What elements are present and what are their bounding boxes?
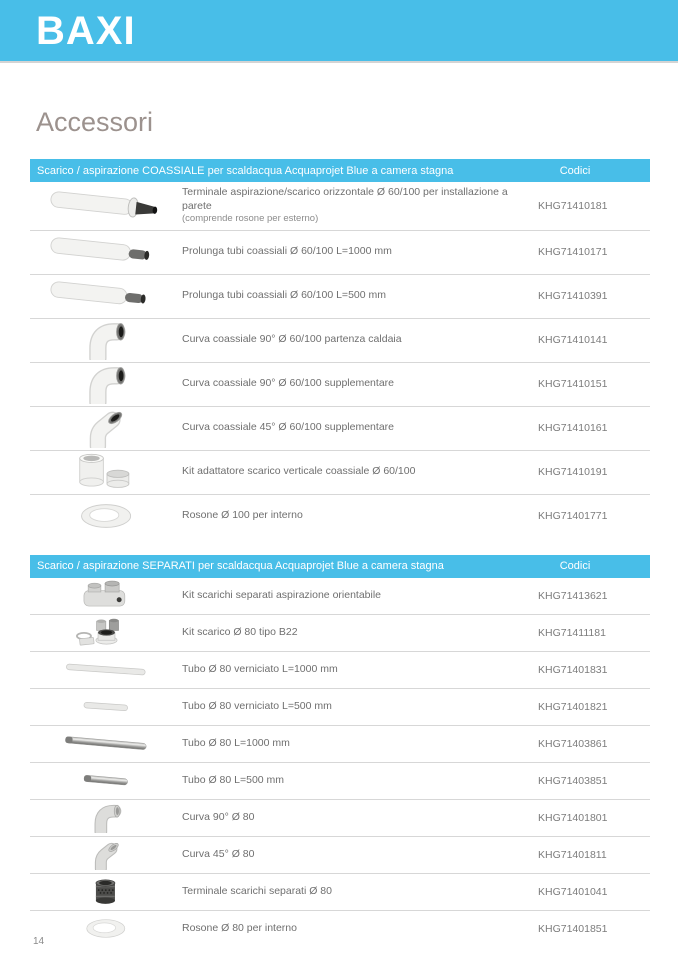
product-code: KHG71410191 xyxy=(538,466,608,479)
product-image-cell xyxy=(30,691,182,722)
product-description: Curva 45° Ø 80 xyxy=(182,847,255,860)
coaxial-pipe-short-icon xyxy=(47,276,165,316)
product-table-1 xyxy=(30,159,650,538)
product-image-cell xyxy=(30,232,182,272)
product-row xyxy=(30,726,650,763)
product-code: KHG71410151 xyxy=(538,378,608,391)
product-code: KHG71401831 xyxy=(538,663,608,676)
product-code: KHG71413621 xyxy=(538,589,608,602)
product-description: Terminale aspirazione/scarico orizzontale Ø 60/100 per installazione a parete xyxy=(182,186,508,212)
product-code: KHG71410161 xyxy=(538,422,608,435)
product-image-cell xyxy=(30,452,182,492)
product-description-cell xyxy=(182,622,538,644)
product-image-cell xyxy=(30,654,182,685)
product-table-2 xyxy=(30,555,650,947)
product-image-cell xyxy=(30,839,182,870)
kit-b22-icon xyxy=(60,617,152,648)
brand-header-bar xyxy=(0,0,678,63)
codes-column-header: Codici xyxy=(559,560,591,573)
product-image-cell xyxy=(30,728,182,759)
table-header-bar xyxy=(30,159,650,182)
coaxial-elbow-90-icon xyxy=(47,320,165,360)
product-code: KHG71411181 xyxy=(538,626,606,639)
product-code: KHG71401041 xyxy=(538,885,608,898)
product-description: Curva coassiale 45° Ø 60/100 supplementare xyxy=(182,421,394,434)
product-description-cell xyxy=(182,918,538,940)
product-description: Kit scarichi separati aspirazione orientabile xyxy=(182,588,382,601)
metal-tube-short-icon xyxy=(60,765,152,796)
product-description: Prolunga tubi coassiali Ø 60/100 L=1000 mm xyxy=(182,245,392,258)
product-description: Curva coassiale 90° Ø 60/100 partenza caldaia xyxy=(182,333,402,346)
painted-tube-long-icon xyxy=(60,654,152,685)
product-description: Tubo Ø 80 L=1000 mm xyxy=(182,736,290,749)
metal-tube-long-icon xyxy=(60,728,152,759)
product-description-cell xyxy=(182,241,538,263)
product-description: Tubo Ø 80 verniciato L=1000 mm xyxy=(182,662,338,675)
product-row xyxy=(30,231,650,275)
gray-elbow-45-icon xyxy=(60,839,152,870)
gray-elbow-90-icon xyxy=(60,802,152,833)
product-row xyxy=(30,578,650,615)
rosone-icon xyxy=(47,496,165,536)
painted-tube-short-icon xyxy=(60,691,152,722)
product-image-cell xyxy=(30,617,182,648)
product-code: KHG71401821 xyxy=(538,700,608,713)
product-code: KHG71403861 xyxy=(538,737,608,750)
product-image-cell xyxy=(30,496,182,536)
product-code: KHG71410391 xyxy=(538,290,608,303)
vertical-adapter-kit-icon xyxy=(47,452,165,492)
product-description: Rosone Ø 100 per interno xyxy=(182,509,303,522)
product-row xyxy=(30,363,650,407)
page-number: 14 xyxy=(33,936,45,947)
table-header-bar xyxy=(30,555,650,578)
product-row xyxy=(30,837,650,874)
product-code: KHG71403851 xyxy=(538,774,608,787)
product-image-cell xyxy=(30,364,182,404)
product-image-cell xyxy=(30,765,182,796)
product-row xyxy=(30,911,650,947)
coaxial-terminal-icon xyxy=(47,186,165,226)
product-code: KHG71401801 xyxy=(538,811,608,824)
separate-terminal-icon xyxy=(60,876,152,907)
baxi-logo: BAXI xyxy=(36,8,136,53)
separate-kit-icon xyxy=(60,580,152,611)
product-description-cell xyxy=(182,585,538,607)
product-description-cell xyxy=(182,696,538,718)
product-description-cell xyxy=(182,417,538,439)
product-image-cell xyxy=(30,802,182,833)
product-description: Prolunga tubi coassiali Ø 60/100 L=500 mm xyxy=(182,289,386,302)
product-description-cell xyxy=(182,733,538,755)
product-row xyxy=(30,689,650,726)
product-code: KHG71401771 xyxy=(538,510,608,523)
product-description-cell xyxy=(182,373,538,395)
product-description: Curva 90° Ø 80 xyxy=(182,810,255,823)
product-code: KHG71401851 xyxy=(538,922,608,935)
product-description-cell xyxy=(182,844,538,866)
coaxial-pipe-long-icon xyxy=(47,232,165,272)
product-note: (comprende rosone per esterno) xyxy=(182,213,319,225)
product-image-cell xyxy=(30,276,182,316)
product-image-cell xyxy=(30,408,182,448)
product-image-cell xyxy=(30,913,182,944)
coaxial-elbow-90-icon xyxy=(47,364,165,404)
product-description: Tubo Ø 80 verniciato L=500 mm xyxy=(182,699,332,712)
product-code: KHG71410141 xyxy=(538,334,608,347)
product-image-cell xyxy=(30,186,182,226)
product-row xyxy=(30,319,650,363)
accessory-tables xyxy=(30,159,650,947)
product-code: KHG71401811 xyxy=(538,848,607,861)
product-description-cell xyxy=(182,285,538,307)
product-row xyxy=(30,182,650,231)
product-description: Tubo Ø 80 L=500 mm xyxy=(182,773,285,786)
product-description: Terminale scarichi separati Ø 80 xyxy=(182,884,332,897)
product-description-cell xyxy=(182,881,538,903)
product-description-cell xyxy=(182,659,538,681)
product-description-cell xyxy=(182,770,538,792)
product-row xyxy=(30,495,650,538)
codes-column-header: Codici xyxy=(559,164,591,177)
product-row xyxy=(30,800,650,837)
rosone-icon xyxy=(60,913,152,944)
product-description: Curva coassiale 90° Ø 60/100 supplementare xyxy=(182,377,394,390)
product-image-cell xyxy=(30,876,182,907)
product-row xyxy=(30,275,650,319)
product-description-cell xyxy=(182,182,538,230)
page-title: Accessori xyxy=(36,107,154,137)
product-description-cell xyxy=(182,505,538,527)
product-description: Kit scarico Ø 80 tipo B22 xyxy=(182,625,298,638)
table-title: Scarico / aspirazione SEPARATI per scaldacqua Acquaprojet Blue a camera stagna xyxy=(37,560,444,573)
product-image-cell xyxy=(30,580,182,611)
product-row xyxy=(30,451,650,495)
product-row xyxy=(30,407,650,451)
product-code: KHG71410181 xyxy=(538,199,608,212)
product-description: Rosone Ø 80 per interno xyxy=(182,921,297,934)
product-row xyxy=(30,615,650,652)
product-description-cell xyxy=(182,461,538,483)
coaxial-elbow-45-icon xyxy=(47,408,165,448)
product-code: KHG71410171 xyxy=(538,246,608,259)
product-description-cell xyxy=(182,329,538,351)
table-title: Scarico / aspirazione COASSIALE per scaldacqua Acquaprojet Blue a camera stagna xyxy=(37,164,454,177)
product-description: Kit adattatore scarico verticale coassiale Ø 60/100 xyxy=(182,465,416,478)
product-description-cell xyxy=(182,807,538,829)
product-image-cell xyxy=(30,320,182,360)
product-row xyxy=(30,652,650,689)
product-row xyxy=(30,874,650,911)
product-row xyxy=(30,763,650,800)
